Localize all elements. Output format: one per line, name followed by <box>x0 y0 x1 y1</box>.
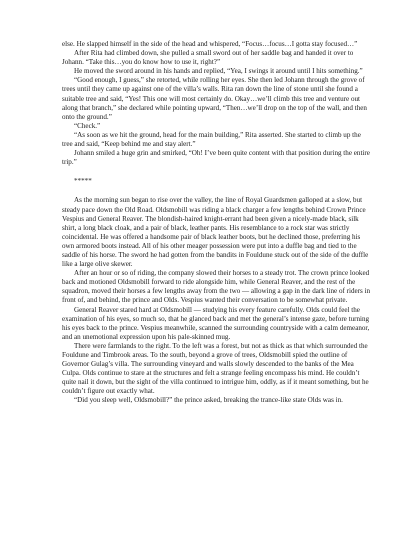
paragraph: He moved the sword around in his hands and replied, “Yea, I swings it around until I hits something.” <box>74 67 363 76</box>
paragraph: else. He slapped himself in the side of the head and whispered, “Focus…focus…I gotta stay focused…” <box>62 40 358 48</box>
paragraph: As the morning sun began to rise over the valley, the line of Royal Guardsmen galloped at a slow, but steady pace down the Old Road. Oldsmobill was riding a black charger a few lengths behind Crown Prince Vespius and General Reaver. The blondish-haired knight-errant had been given a nicely-made black, silk shirt, a long black cloak, and a pair of black, leather pants. His resemblance to a rock star was strictly coincidental. He was offered a handsome pair of black leather boots, but he declined those, preferring his own armored boots instead. All of his other meager possession were put into a duffle bag and tied to the saddle of his horse. The sword he had gotten from the bandits in Fouldune stuck out of the side of the duffle like a large olive skewer. <box>62 196 369 269</box>
book-page <box>62 40 372 406</box>
paragraph: After an hour or so of riding, the company slowed their horses to a steady trot. The crown prince looked back and motioned Oldsmobill forward to ride alongside him, while General Reaver, and the rest of the squadron, moved their horses a few lengths away from the two — allowing a gap in the dark line of riders in front of, and behind, the prince and Olds. Vespius wanted their conversation to be somewhat private. <box>62 269 371 305</box>
scene-separator: ***** <box>74 177 92 186</box>
paragraph: “Good enough, I guess,” she retorted, while rolling her eyes. She then led Johann through the grove of trees until they came up against one of the villa’s walls. Rita ran down the line of stone until she found a suitable tree and said, “Yes! This one will most certainly do. Okay…we’ll climb this tree and venture out along that branch,” she declared while pointing upward, “Then…we’ll drop on the top of the wall, and then onto the ground.” <box>62 76 367 121</box>
paragraph: General Reaver stared hard at Oldsmobill — studying his every feature carefully. Olds could feel the examination of his eyes, so much so, that he glanced back and met the general’s intense gaze, before turning his eyes back to the prince. Vespius meanwhile, scanned the surrounding countryside with a calm demeanor, and an unemotional expression upon his pale-skinned mug. <box>62 305 370 341</box>
paragraph: There were farmlands to the right. To the left was a forest, but not as thick as that which surrounded the Fouldune and Timbrook areas. To the south, beyond a grove of trees, Oldsmobill spied the outline of Governor Gulag’s villa. The surrounding vineyard and walls slowly descended to the banks of the Mea Culpa. Olds continue to stare at the structures and felt a strange feeling encompass his mind. He couldn’t quite nail it down, but the sight of the villa continued to intrigue him, oddly, as if it meant something, but he couldn’t figure out exactly what. <box>62 341 369 396</box>
paragraph: “As soon as we hit the ground, head for the main building,” Rita asserted. She started to climb up the tree and said, “Keep behind me and stay alert.” <box>62 130 361 149</box>
paragraph: Johann smiled a huge grin and smirked, “Oh! I’ve been quite content with that position during the entire trip.” <box>62 149 370 167</box>
paragraph: “Did you sleep well, Oldsmobill?” the prince asked, breaking the trance-like state Olds was in. <box>74 396 343 405</box>
paragraph: After Rita had climbed down, she pulled a small sword out of her saddle bag and handed it over to Johann. “Take this…you do know how to use it, right?” <box>62 49 354 67</box>
paragraph: “Check.” <box>74 121 101 130</box>
